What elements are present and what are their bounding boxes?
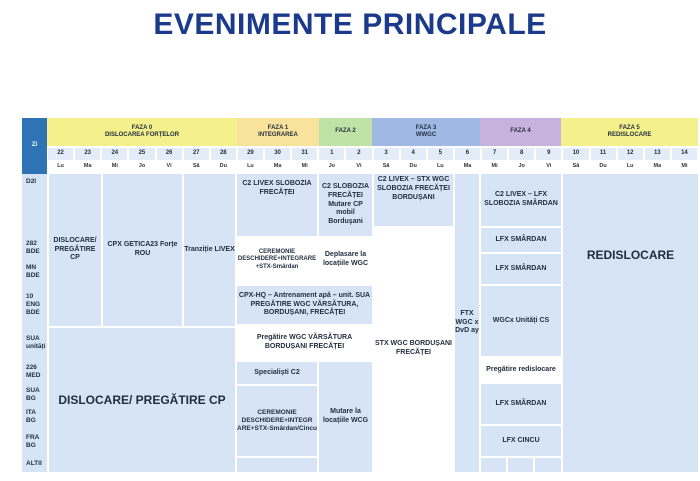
day-number-cell: 14 xyxy=(672,148,697,160)
phase-header-1 xyxy=(237,118,319,146)
phase-sub: REDISLOCARE xyxy=(607,132,652,138)
event-dislocare-pregatire-cp-big: DISLOCARE/ PREGĂTIRE CP xyxy=(49,328,235,472)
weekday-cell: Jo xyxy=(509,161,534,172)
weekday-cell: Sâ xyxy=(184,161,209,172)
event-cpx-getica: CPX GETICA23 Forțe ROU xyxy=(103,174,182,326)
day-number-cell: 6 xyxy=(455,148,480,160)
day-number-cell: 30 xyxy=(265,148,290,160)
day-number-cell: 9 xyxy=(536,148,561,160)
weekday-cell: Du xyxy=(401,161,426,172)
row-label-d2i: D2I xyxy=(22,174,47,236)
event-c2-slobozia-mutare: C2 SLOBOZIA FRECĂȚEI Mutare CP mobil Borduşani xyxy=(319,174,372,236)
day-number-cell: 12 xyxy=(618,148,643,160)
day-number-cell: 24 xyxy=(102,148,127,160)
day-number-cell: 2 xyxy=(346,148,371,160)
weekday-cell: Vi xyxy=(157,161,182,172)
phase-sub: DISLOCAREA FORȚELOR xyxy=(104,132,180,138)
weekday-cell: Jo xyxy=(319,161,344,172)
event-ceremonie-2: CEREMONIE DESCHIDERE+INTEGR ARE+STX-Smârdan/Cincu xyxy=(237,386,317,456)
weekday-cell: Mi xyxy=(102,161,127,172)
weekday-cell: Ma xyxy=(455,161,480,172)
weekday-cell: Du xyxy=(211,161,236,172)
row-label-10-eng-bde: 10 ENG BDE xyxy=(22,284,47,326)
day-number-cell: 3 xyxy=(374,148,399,160)
event-mutare-wcg: Mutare la locațiile WCG xyxy=(319,362,372,472)
event-lfx-smardan-2: LFX SMÂRDAN xyxy=(481,254,561,284)
page-title: EVENIMENTE PRINCIPALE xyxy=(153,8,547,41)
weekday-cell: Ma xyxy=(265,161,290,172)
weekday-cell: Lu xyxy=(618,161,643,172)
weekday-cell: Sâ xyxy=(374,161,399,172)
event-c2-livex-stx: C2 LIVEX – STX WGC SLOBOZIA FRECĂȚEI BORDUȘANI xyxy=(374,174,453,226)
event-filler-phase4-a xyxy=(481,458,506,472)
phase-sub: WWGC xyxy=(415,132,437,138)
day-number-cell: 4 xyxy=(401,148,426,160)
phase-header-2 xyxy=(319,118,372,146)
event-cpx-hq: CPX-HQ – Antrenament apă – unit. SUA PREGĂTIRE WGC VĂRSĂTURA, BORDUȘANI, FRECĂȚEI xyxy=(237,286,372,324)
event-pregatire-wgc: Pregătire WGC VĂRSĂTURA BORDUȘANI FRECĂȚEI xyxy=(237,326,372,360)
weekday-cell: Lu xyxy=(238,161,263,172)
phase-header-5 xyxy=(561,118,698,146)
weekday-cell: Ma xyxy=(645,161,670,172)
event-filler-phase4-b xyxy=(508,458,533,472)
row-label-282-bde: 282 BDE xyxy=(22,236,47,260)
phase-name: FAZA 3 xyxy=(415,124,437,131)
weekday-cell: Sâ xyxy=(563,161,588,172)
phase-header-0 xyxy=(47,118,237,146)
weekday-cell: Vi xyxy=(346,161,371,172)
day-number-cell: 10 xyxy=(563,148,588,160)
corner-cell: Zi xyxy=(22,118,47,174)
row-label-ita-bg: ITA BG xyxy=(22,406,47,428)
phase-name: FAZA 4 xyxy=(510,128,531,135)
event-lfx-cincu: LFX CINCU xyxy=(481,426,561,456)
event-wgcx: WGCx Unități CS xyxy=(481,286,561,356)
event-lfx-smardan-3: LFX SMÂRDAN xyxy=(481,384,561,424)
day-number-cell: 28 xyxy=(211,148,236,160)
event-tranzitie-livex: Tranziție LIVEX xyxy=(184,174,235,326)
weekday-cell: Lu xyxy=(48,161,73,172)
row-label-altii: ALTII xyxy=(22,456,47,472)
day-number-cell: 26 xyxy=(157,148,182,160)
day-number-cell: 1 xyxy=(319,148,344,160)
event-filler-phase1 xyxy=(237,458,317,472)
event-dislocare-pregatire-cp-small: DISLOCARE/ PREGĂTIRE CP xyxy=(49,174,101,326)
row-label-mn-bde: MN BDE xyxy=(22,260,47,284)
weekday-cell: Ma xyxy=(75,161,100,172)
weekday-cell: Mi xyxy=(482,161,507,172)
event-stx-wgc: STX WGC BORDUȘANI FRECĂȚEI xyxy=(374,226,453,472)
schedule-grid xyxy=(22,118,698,476)
day-number-cell: 29 xyxy=(238,148,263,160)
weekday-cell: Mi xyxy=(672,161,697,172)
phase-sub: INTEGRAREA xyxy=(258,132,298,138)
event-deplasare: Deplasare la locațiile WGC xyxy=(319,236,372,284)
weekday-cell: Vi xyxy=(536,161,561,172)
row-label-sua-unitati: SUA unități xyxy=(22,326,47,360)
event-pregatire-redislocare: Pregătire redislocare xyxy=(481,358,561,382)
row-label-226-med: 226 MED xyxy=(22,360,47,384)
day-number-cell: 23 xyxy=(75,148,100,160)
event-redislocare: REDISLOCARE xyxy=(563,174,698,472)
phase-header-3 xyxy=(372,118,480,146)
weekday-cell: Lu xyxy=(428,161,453,172)
phase-name: FAZA 0 xyxy=(131,124,153,131)
event-ftx-dvday: FTX WGC x DvD ay xyxy=(455,174,479,472)
day-number-cell: 8 xyxy=(509,148,534,160)
event-lfx-smardan-1: LFX SMÂRDAN xyxy=(481,228,561,252)
day-number-cell: 27 xyxy=(184,148,209,160)
weekday-cell: Mi xyxy=(292,161,317,172)
day-number-cell: 5 xyxy=(428,148,453,160)
day-number-cell: 31 xyxy=(292,148,317,160)
day-number-cell: 25 xyxy=(129,148,154,160)
day-number-cell: 22 xyxy=(48,148,73,160)
phase-name: FAZA 1 xyxy=(267,124,289,131)
day-number-cell: 7 xyxy=(482,148,507,160)
day-number-cell: 11 xyxy=(591,148,616,160)
phase-name: FAZA 2 xyxy=(335,128,356,135)
weekday-cell: Du xyxy=(591,161,616,172)
row-label-sua-bg: SUA BG xyxy=(22,384,47,406)
weekday-cell: Jo xyxy=(129,161,154,172)
event-c2-livex-slobozia: C2 LIVEX SLOBOZIA FRECĂȚEI xyxy=(237,174,317,236)
event-filler-phase4-c xyxy=(535,458,561,472)
event-ceremonie-1: CEREMONIE DESCHIDERE+INTEGRARE +STX-Smârdan xyxy=(237,236,317,284)
event-c2-livex-lfx: C2 LIVEX – LFX SLOBOZIA SMÂRDAN xyxy=(481,174,561,226)
event-specialisti-c2: Specialiști C2 xyxy=(237,362,317,384)
phase-header-4 xyxy=(480,118,561,146)
day-number-cell: 13 xyxy=(645,148,670,160)
row-label-fra-bg: FRA BG xyxy=(22,428,47,456)
phase-name: FAZA 5 xyxy=(619,124,640,131)
